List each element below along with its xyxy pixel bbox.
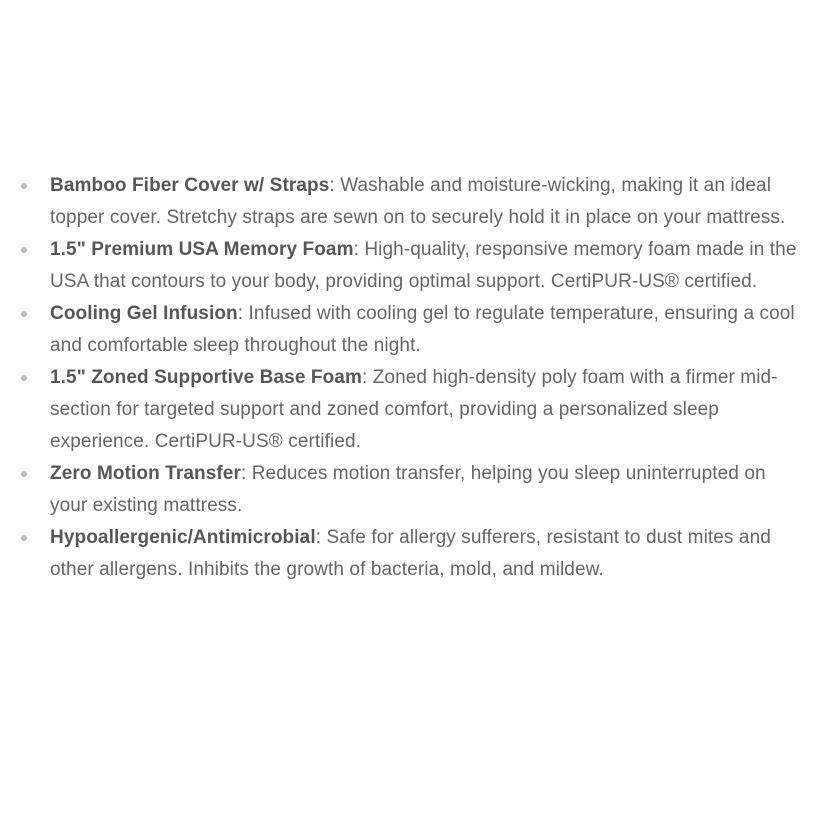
- feature-title: Zero Motion Transfer: [50, 463, 241, 484]
- bullet-icon: [21, 471, 27, 477]
- feature-title: 1.5" Premium USA Memory Foam: [50, 239, 354, 260]
- feature-title: Hypoallergenic/Antimicrobial: [50, 527, 316, 548]
- feature-description: Washable and moisture-wicking, making it an ideal topper cover. Stretchy straps are sewn on to securely hold it in place on your mattress.: [50, 175, 786, 228]
- feature-item-base-foam: [0, 362, 818, 458]
- feature-item-memory-foam: [0, 234, 818, 298]
- feature-description: High-quality, responsive memory foam made in the USA that contours to your body, providing optimal support. CertiPUR-US® certified.: [50, 239, 797, 292]
- feature-description: Zoned high-density poly foam with a firmer mid-section for targeted support and zoned comfort, providing a personalized sleep experience. CertiPUR-US® certified.: [50, 367, 778, 452]
- feature-separator: :: [315, 527, 327, 548]
- feature-list: [0, 170, 818, 586]
- bullet-icon: [21, 247, 27, 253]
- bullet-icon: [21, 535, 27, 541]
- feature-description: Infused with cooling gel to regulate temperature, ensuring a cool and comfortable sleep throughout the night.: [50, 303, 795, 356]
- feature-separator: :: [237, 303, 249, 324]
- feature-item-motion-transfer: [0, 458, 818, 522]
- feature-separator: :: [329, 175, 341, 196]
- bullet-icon: [21, 375, 27, 381]
- feature-title: Cooling Gel Infusion: [50, 303, 238, 324]
- feature-description: Safe for allergy sufferers, resistant to dust mites and other allergens. Inhibits the growth of bacteria, mold, and mildew.: [50, 527, 771, 580]
- feature-item-cooling-gel: [0, 298, 818, 362]
- bullet-icon: [21, 311, 27, 317]
- bullet-icon: [21, 183, 27, 189]
- feature-separator: :: [361, 367, 373, 388]
- feature-separator: :: [353, 239, 365, 260]
- feature-description: Reduces motion transfer, helping you sleep uninterrupted on your existing mattress.: [50, 463, 766, 516]
- feature-title: Bamboo Fiber Cover w/ Straps: [50, 175, 330, 196]
- feature-separator: :: [240, 463, 252, 484]
- feature-title: 1.5" Zoned Supportive Base Foam: [50, 367, 362, 388]
- feature-item-bamboo-cover: [0, 170, 818, 234]
- feature-item-hypoallergenic: [0, 522, 818, 586]
